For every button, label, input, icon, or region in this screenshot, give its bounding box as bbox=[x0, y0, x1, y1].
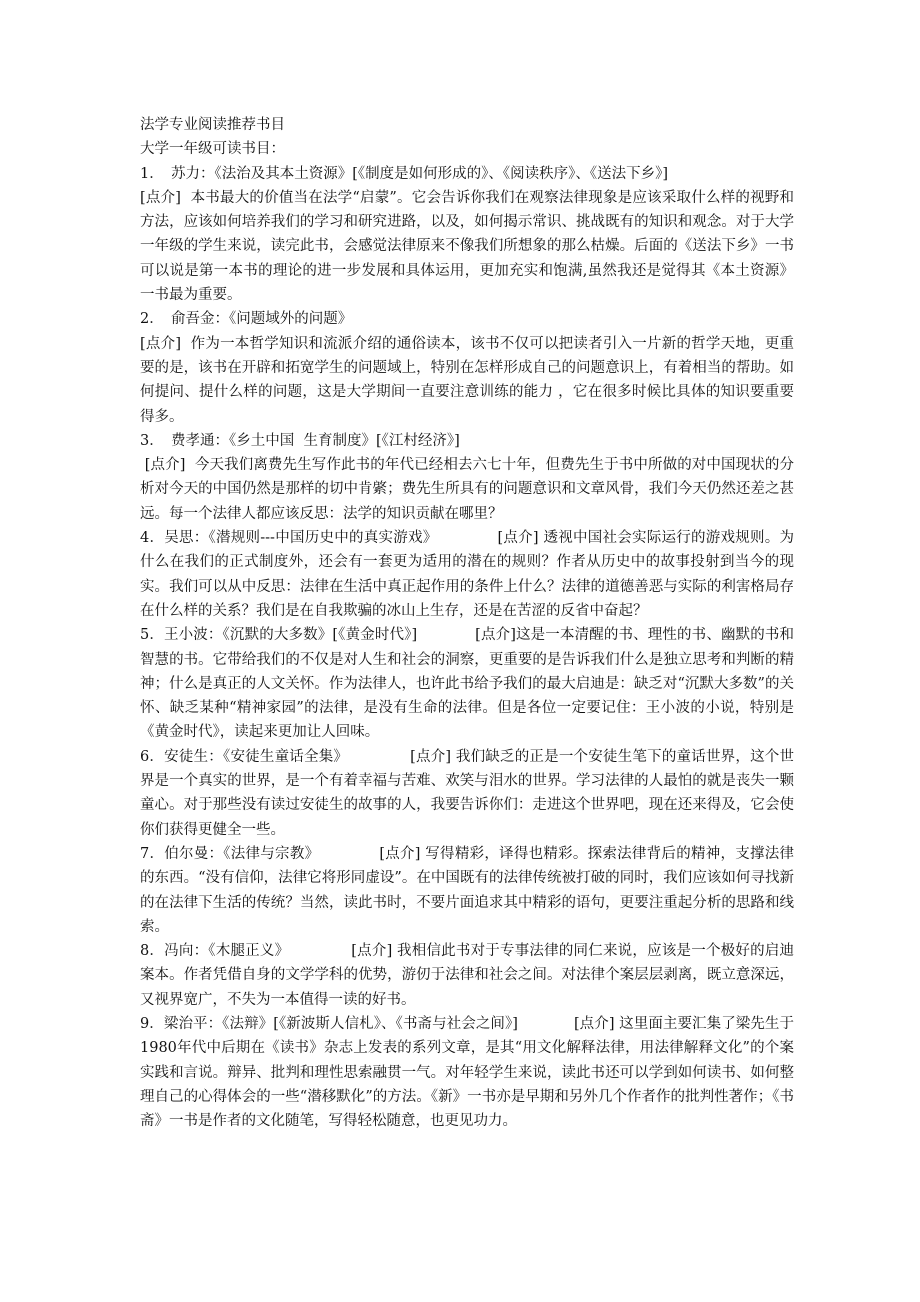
entry-review: [点介] 我相信此书对于专事法律的同仁来说，应该是一个极好的启迪案本。作者凭借自身的文学学科的优势，游仞于法律和社会之间。对法律个案层层剥离，既立意深远，又视界宽广，不失为一本值得一读的好书。 bbox=[140, 943, 794, 1008]
document-subtitle: 大学一年级可读书目： bbox=[140, 141, 285, 158]
document-title: 法学专业阅读推荐书目 bbox=[140, 117, 285, 133]
document-page bbox=[140, 113, 794, 1133]
entry-heading: 6．安徒生：《安徒生童话全集》 bbox=[140, 748, 349, 765]
entry-review: [点介]这是一本清醒的书、理性的书、幽默的书和智慧的书。它带给我们的不仅是对人生和社会的洞察，更重要的是告诉我们什么是独立思考和判断的精神；什么是真正的人文关怀。作为法律人，也许此书给予我们的最大启迪是：缺乏对“沉默大多数”的关怀、缺乏某种“精神家园”的法律，是没有生命的法律。但是各位一定要记住：王小波的小说，特别是《黄金时代》，读起来更加让人回味。 bbox=[140, 627, 794, 741]
entry-heading: 1． 苏力：《法治及其本土资源》[《制度是如何形成的》、《阅读秩序》、《送法下乡》] bbox=[140, 165, 669, 182]
entry-heading: 2． 俞吾金：《问题域外的问题》 bbox=[140, 311, 353, 328]
book-entry-4 bbox=[140, 526, 794, 623]
entry-heading: 7．伯尔曼：《法律与宗教》 bbox=[140, 845, 320, 862]
entry-review: [点介] 我们缺乏的正是一个安徒生笔下的童话世界，这个世界是一个真实的世界，是一个有着幸福与苦难、欢笑与泪水的世界。学习法律的人最怕的就是丧失一颗童心。对于那些没有读过安徒生的故事的人，我要告诉你们：走进这个世界吧，现在还来得及，它会使你们获得更健全一些。 bbox=[140, 748, 794, 838]
entry-heading: 4．吴思：《潜规则---中国历史中的真实游戏》 bbox=[140, 530, 438, 547]
book-entry-7 bbox=[140, 842, 794, 939]
book-entry-9 bbox=[140, 1012, 794, 1133]
entry-heading: 8．冯向：《木腿正义》 bbox=[140, 943, 290, 960]
book-entry-2 bbox=[140, 307, 794, 428]
entry-review: [点介] 这里面主要汇集了梁先生于1980年代中后期在《读书》杂志上发表的系列文章，是其“用文化解释法律，用法律解释文化”的个案实践和言说。辩异、批判和理性思索融贯一气。对年轻学生来说，读此书还可以学到如何读书、如何整理自己的心得体会的一些“潜移默化”的方法。《新》一书亦是早期和另外几个作者作的批判性著作；《书斋》一书是作者的文化随笔，写得轻松随意，也更见功力。 bbox=[140, 1015, 794, 1130]
book-entry-8 bbox=[140, 939, 794, 1012]
book-entry-5 bbox=[140, 623, 794, 744]
book-entry-3 bbox=[140, 429, 794, 526]
entry-review: [点介] 今天我们离费先生写作此书的年代已经相去六七十年，但费先生于书中所做的对中国现状的分析对今天的中国仍然是那样的切中肯綮；费先生所具有的问题意识和文章风骨，我们今天仍然还差之甚远。每一个法律人都应该反思：法学的知识贡献在哪里？ bbox=[140, 457, 795, 522]
book-entry-1 bbox=[140, 162, 794, 308]
entry-heading: 9．梁治平：《法辩》[《新波斯人信札》、《书斋与社会之间》] bbox=[140, 1015, 518, 1032]
entry-heading: 3． 费孝通：《乡土中国 生育制度》[《江村经济》] bbox=[140, 432, 460, 449]
entry-review: [点介] 本书最大的价值当在法学“启蒙”。它会告诉你我们在观察法律现象是应该采取什么样的视野和方法，应该如何培养我们的学习和研究进路，以及，如何揭示常识、挑战既有的知识和观念。对于大学一年级的学生来说，读完此书，会感觉法律原来不像我们所想象的那么枯燥。后面的《送法下乡》一书可以说是第一本书的理论的进一步发展和具体运用，更加充实和饱满,虽然我还是觉得其《本土资源》一书最为重要。 bbox=[140, 189, 794, 304]
entry-review: [点介] 写得精彩，译得也精彩。探索法律背后的精神，支撑法律的东西。“没有信仰，法律它将形同虚设”。在中国既有的法律传统被打破的同时，我们应该如何寻找新的在法律下生活的传统？当然，读此书时，不要片面追求其中精彩的语句，更要注重起分析的思路和线索。 bbox=[140, 845, 794, 935]
entry-heading: 5．王小波：《沉默的大多数》[《黄金时代》] bbox=[140, 627, 418, 644]
entry-review: [点介] 透视中国社会实际运行的游戏规则。为什么在我们的正式制度外，还会有一套更为适用的潜在的规则？作者从历史中的故事投射到当今的现实。我们可以从中反思：法律在生活中真正起作用的条件上什么？法律的道德善恶与实际的利害格局存在什么样的关系？我们是在自我欺骗的冰山上生存，还是在苦涩的反省中奋起？ bbox=[140, 530, 795, 619]
entry-review: [点介] 作为一本哲学知识和流派介绍的通俗读本，该书不仅可以把读者引入一片新的哲学天地，更重要的是，该书在开辟和拓宽学生的问题域上，特别在怎样形成自己的问题意识上，有着相当的帮助。如何提问、提什么样的问题，这是大学期间一直要注意训练的能力 ，它在很多时候比具体的知识要重要得多。 bbox=[140, 335, 794, 425]
book-entry-6 bbox=[140, 745, 794, 842]
